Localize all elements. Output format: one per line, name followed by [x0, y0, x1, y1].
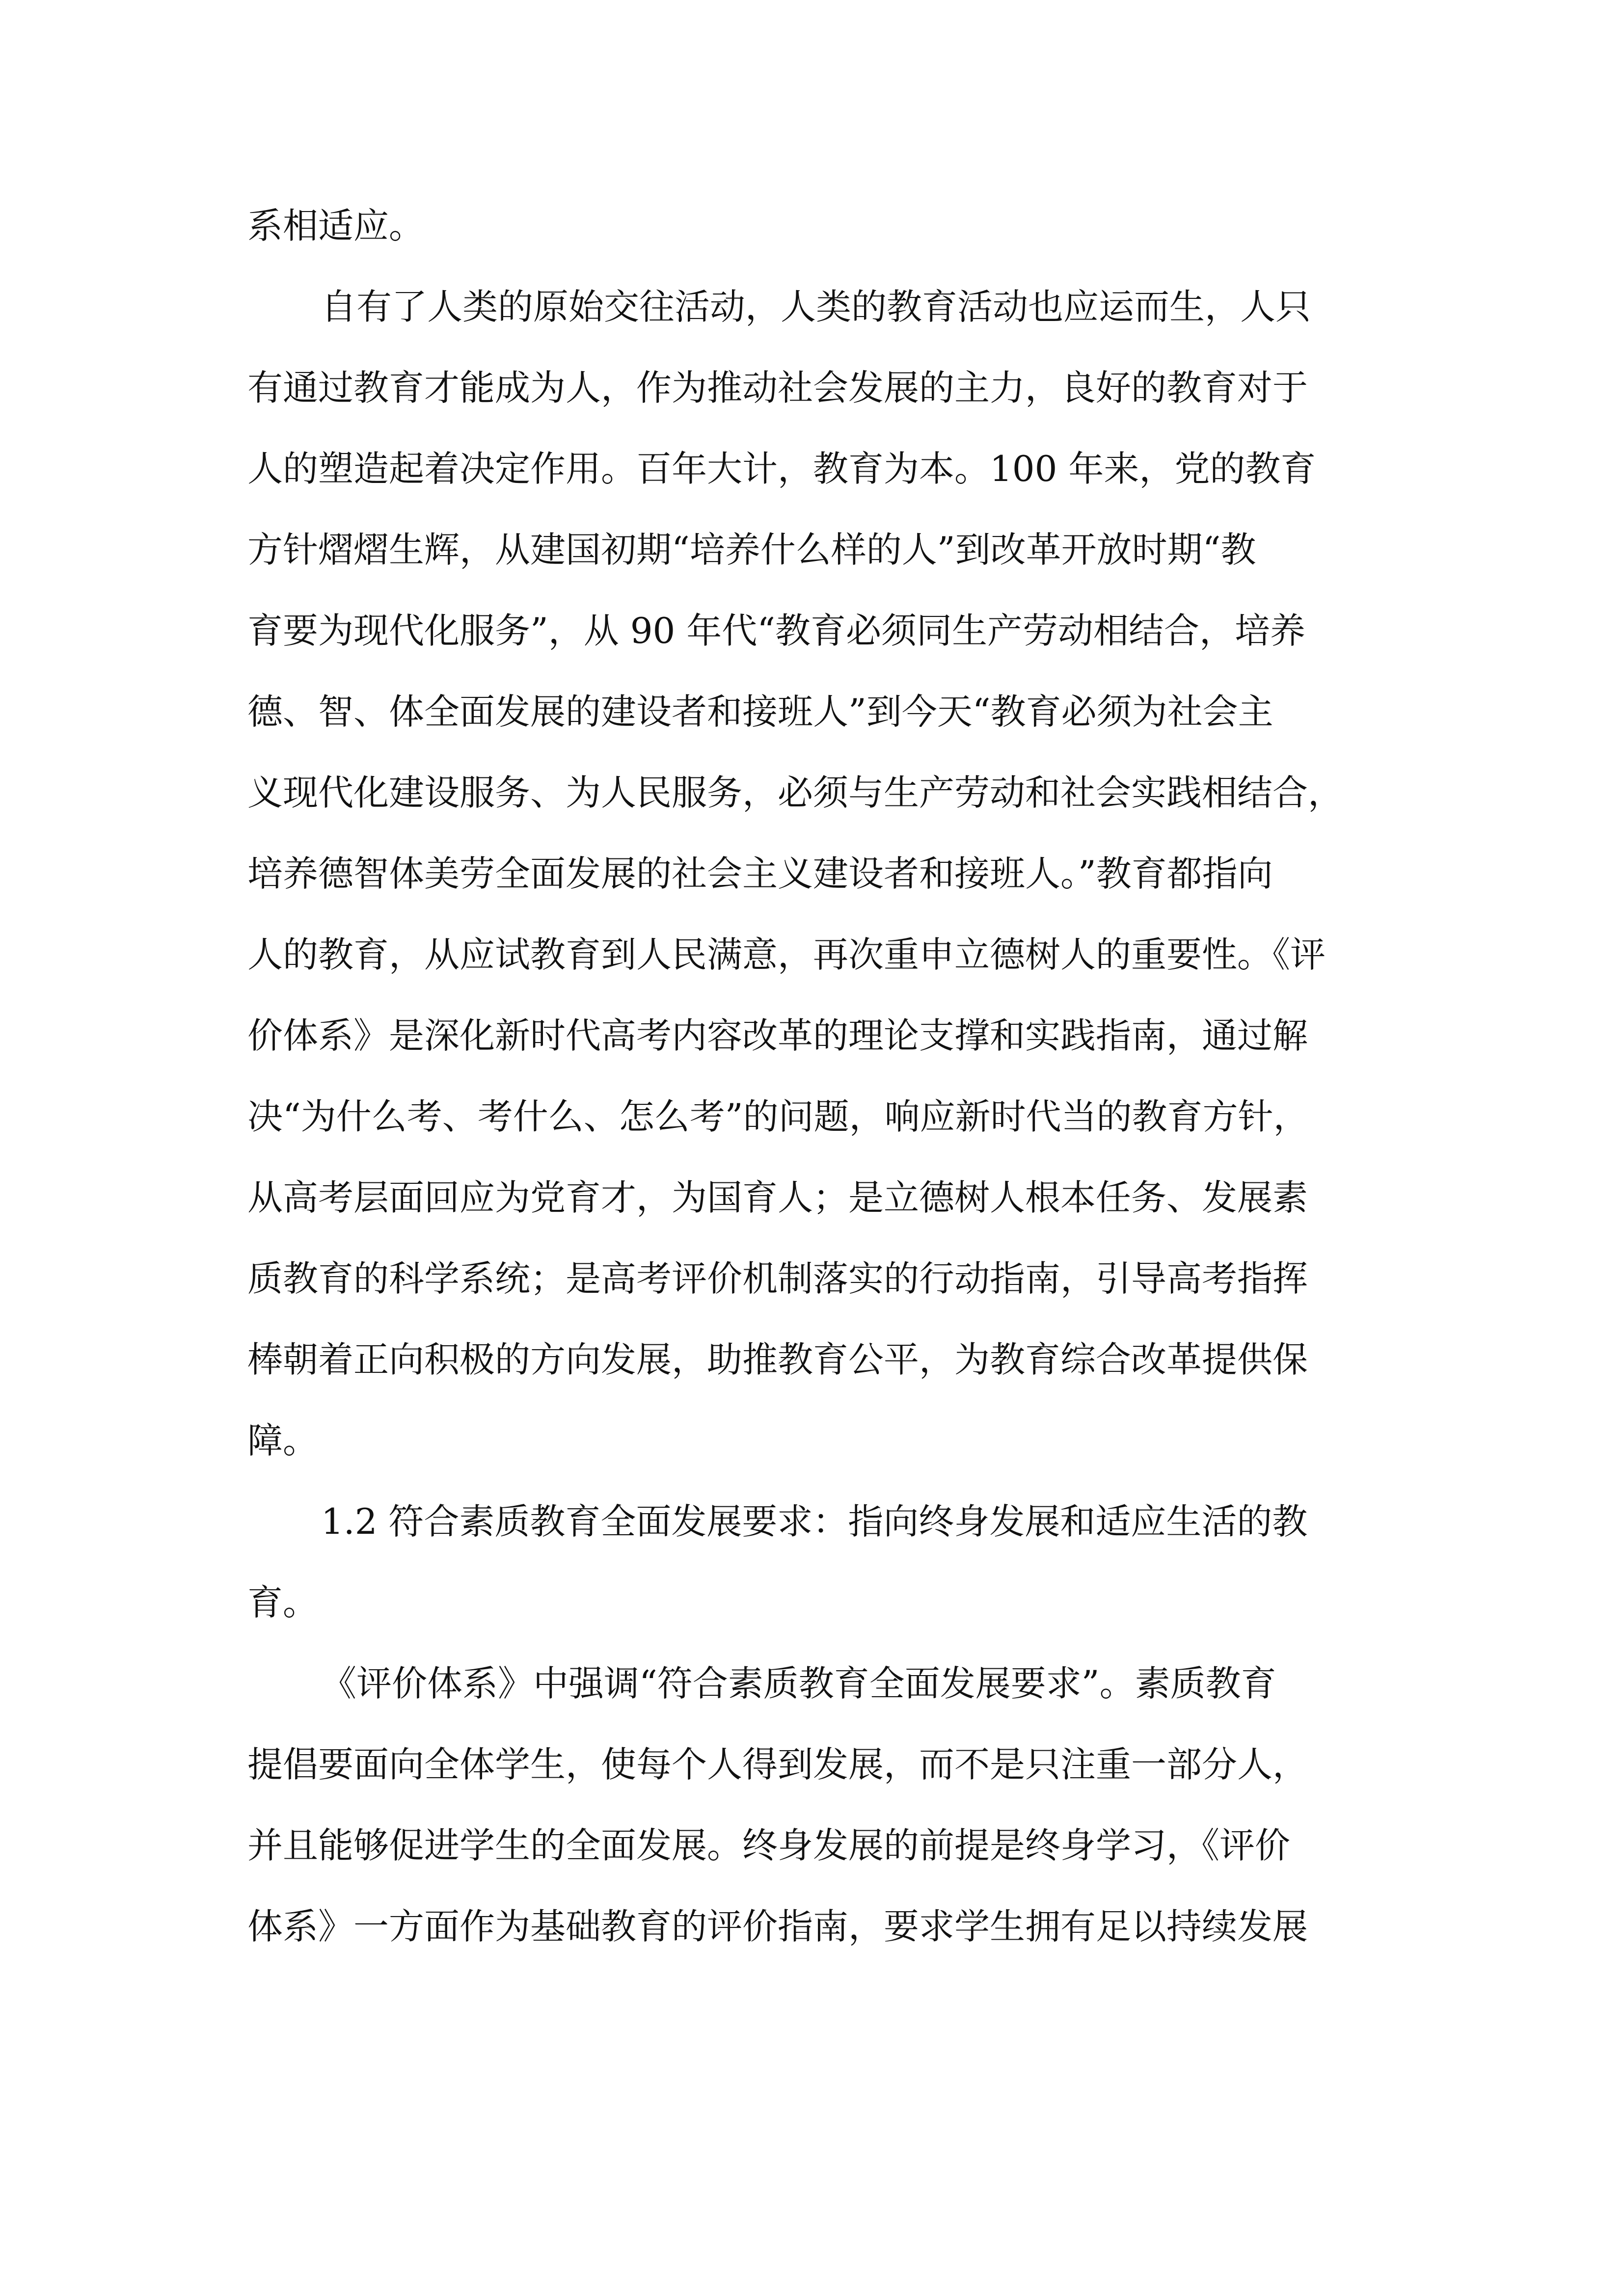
paragraph-line: 系相适应。: [247, 205, 425, 246]
paragraph-line: 人的塑造起着决定作用。百年大计，教育为本。100 年来，党的教育: [247, 448, 1316, 489]
paragraph-line: 育要为现代化服务”，从 90 年代“教育必须同生产劳动相结合，培养: [247, 610, 1306, 651]
paragraph-line: 提倡要面向全体学生，使每个人得到发展，而不是只注重一部分人，: [247, 1744, 1308, 1785]
paragraph-line: 障。: [247, 1420, 319, 1461]
paragraph-line: 从高考层面回应为党育才，为国育人；是立德树人根本任务、发展素: [247, 1177, 1308, 1218]
paragraph-line: 义现代化建设服务、为人民服务，必须与生产劳动和社会实践相结合，: [247, 772, 1344, 813]
paragraph-line: 有通过教育才能成为人，作为推动社会发展的主力，良好的教育对于: [247, 367, 1308, 408]
paragraph-line: 决“为什么考、考什么、怎么考”的问题，响应新时代当的教育方针，: [247, 1096, 1309, 1137]
paragraph-line: 方针熠熠生辉，从建国初期“培养什么样的人”到改革开放时期“教: [247, 529, 1256, 570]
paragraph-line: 《评价体系》中强调“符合素质教育全面发展要求”。素质教育: [321, 1663, 1276, 1704]
paragraph-line: 价体系》是深化新时代高考内容改革的理论支撑和实践指南，通过解: [247, 1015, 1308, 1056]
paragraph-line: 体系》一方面作为基础教育的评价指南，要求学生拥有足以持续发展: [247, 1906, 1308, 1947]
paragraph-line: 人的教育，从应试教育到人民满意，再次重申立德树人的重要性。《评: [247, 934, 1326, 975]
paragraph-line: 培养德智体美劳全面发展的社会主义建设者和接班人。”教育都指向: [247, 853, 1273, 894]
paragraph-line: 自有了人类的原始交往活动，人类的教育活动也应运而生，人只: [321, 286, 1311, 327]
paragraph-line: 并且能够促进学生的全面发展。终身发展的前提是终身学习，《评价: [247, 1825, 1291, 1866]
paragraph-line: 德、智、体全面发展的建设者和接班人”到今天“教育必须为社会主: [247, 691, 1273, 732]
paragraph-line: 质教育的科学系统；是高考评价机制落实的行动指南，引导高考指挥: [247, 1258, 1308, 1299]
paragraph-line: 棒朝着正向积极的方向发展，助推教育公平，为教育综合改革提供保: [247, 1339, 1308, 1380]
section-heading-line: 育。: [247, 1582, 319, 1623]
section-heading-line: 1.2 符合素质教育全面发展要求：指向终身发展和适应生活的教: [321, 1501, 1308, 1542]
